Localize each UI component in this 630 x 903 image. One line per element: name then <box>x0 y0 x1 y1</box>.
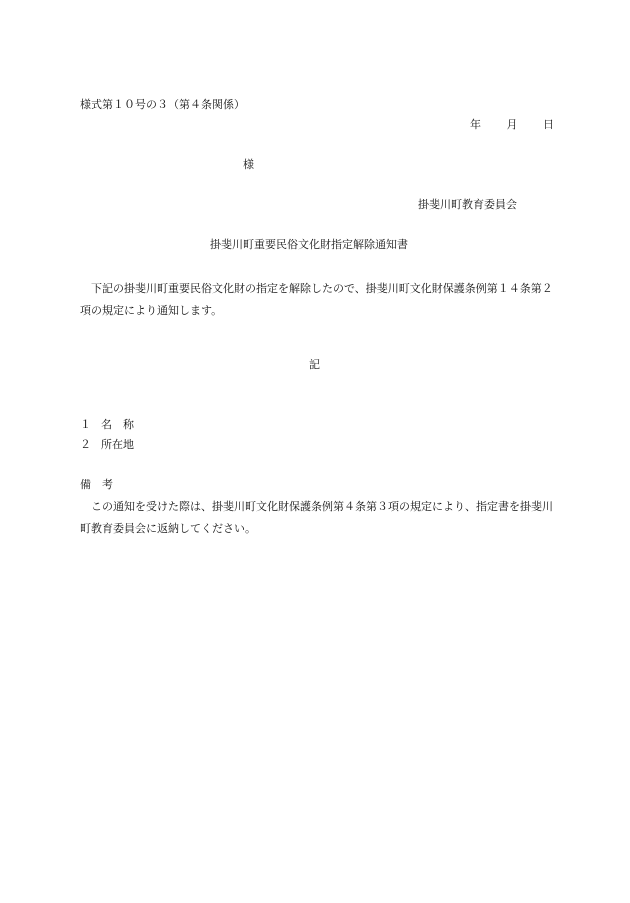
remarks-body: この通知を受けた際は、掛斐川町文化財保護条例第４条第３項の規定により、指定書を掛斐川町教育委員会に返納してください。 <box>80 500 553 535</box>
sender-name: 掛斐川町教育委員会 <box>418 198 517 211</box>
date-day-label: 日 <box>543 118 554 131</box>
item-label: 所在地 <box>101 438 134 451</box>
item-number: ２ <box>80 438 91 451</box>
form-number: 様式第１０号の３（第４条関係） <box>80 98 245 111</box>
item-label: 名 称 <box>101 418 134 431</box>
list-item <box>80 418 134 432</box>
date-year-label: 年 <box>470 118 481 131</box>
addressee-suffix: 様 <box>243 158 254 171</box>
list-item <box>80 438 134 452</box>
date-line <box>470 118 554 132</box>
date-month-label: 月 <box>506 118 518 131</box>
document-title: 掛斐川町重要民俗文化財指定解除通知書 <box>210 238 408 251</box>
ki-heading: 記 <box>309 358 320 371</box>
body-paragraph: 下記の掛斐川町重要民俗文化財の指定を解除したので、掛斐川町文化財保護条例第１４条第２項の規定により通知します。 <box>80 282 553 317</box>
remarks-heading: 備 考 <box>80 478 113 491</box>
item-number: １ <box>80 418 91 431</box>
